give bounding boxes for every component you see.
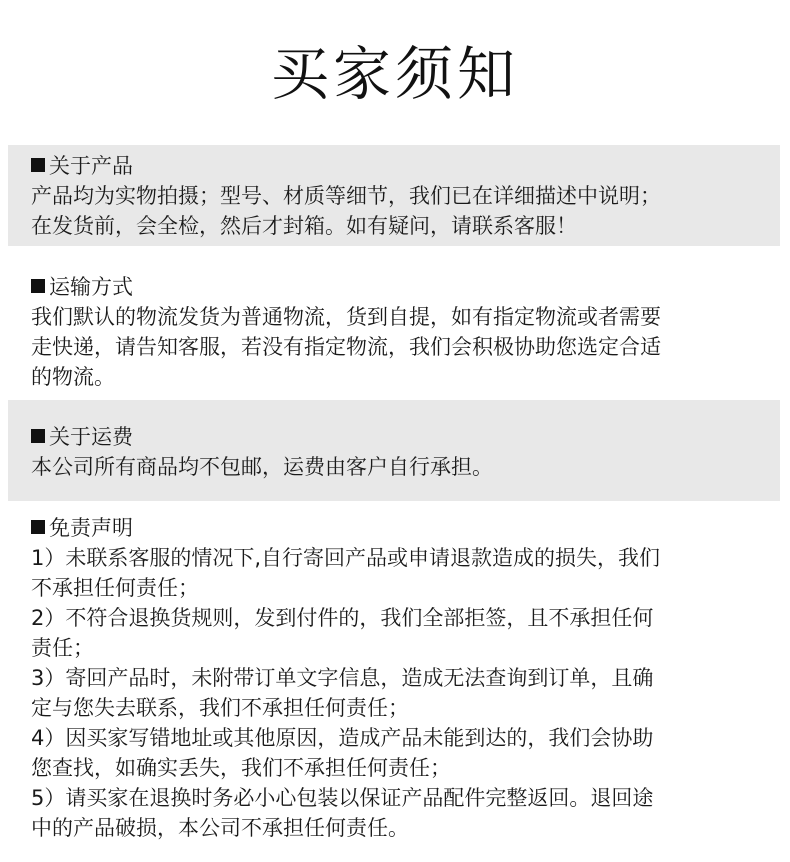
- body-line: 走快递，请告知客服，若没有指定物流，我们会积极协助您选定合适: [31, 335, 661, 359]
- section-heading: [31, 272, 768, 302]
- body-line: 本公司所有商品均不包邮，运费由客户自行承担。: [31, 455, 493, 479]
- body-line: 中的产品破损，本公司不承担任何责任。: [31, 816, 409, 840]
- body-line: 定与您失去联系，我们不承担任何责任；: [31, 696, 409, 720]
- page-title: 买家须知: [270, 40, 519, 108]
- section-heading: [31, 151, 768, 181]
- body-line: 产品均为实物拍摄；型号、材质等细节，我们已在详细描述中说明；: [31, 184, 661, 208]
- section-heading: [31, 513, 768, 543]
- body-line: 3）寄回产品时，未附带订单文字信息，造成无法查询到订单，且确: [31, 666, 654, 690]
- square-bullet-icon: [31, 520, 45, 534]
- section-heading-text: 关于运费: [49, 425, 133, 449]
- body-line: 1）未联系客服的情况下,自行寄回产品或申请退款造成的损失，我们: [31, 546, 661, 570]
- body-line: 2）不符合退换货规则，发到付件的，我们全部拒签，且不承担任何: [31, 606, 654, 630]
- section-heading-text: 关于产品: [49, 154, 133, 178]
- body-line: 我们默认的物流发货为普通物流，货到自提，如有指定物流或者需要: [31, 305, 661, 329]
- body-line: 5）请买家在退换时务必小心包装以保证产品配件完整返回。退回途: [31, 786, 654, 810]
- section-heading: [31, 422, 768, 452]
- body-line: 责任；: [31, 636, 94, 660]
- section-shipping-method: [8, 250, 780, 396]
- body-line: 您查找，如确实丢失，我们不承担任何责任；: [31, 756, 451, 780]
- body-line: 4）因买家写错地址或其他原因，造成产品未能到达的，我们会协助: [31, 726, 654, 750]
- section-shipping-fee: [8, 400, 780, 501]
- square-bullet-icon: [31, 279, 45, 293]
- square-bullet-icon: [31, 158, 45, 172]
- body-line: 不承担任何责任；: [31, 576, 199, 600]
- section-about-product: [8, 145, 780, 246]
- section-heading-text: 运输方式: [49, 275, 133, 299]
- body-line: 的物流。: [31, 365, 115, 389]
- body-line: 在发货前，会全检，然后才封箱。如有疑问，请联系客服！: [31, 214, 577, 238]
- square-bullet-icon: [31, 429, 45, 443]
- section-disclaimer: [8, 505, 780, 855]
- section-heading-text: 免责声明: [49, 516, 133, 540]
